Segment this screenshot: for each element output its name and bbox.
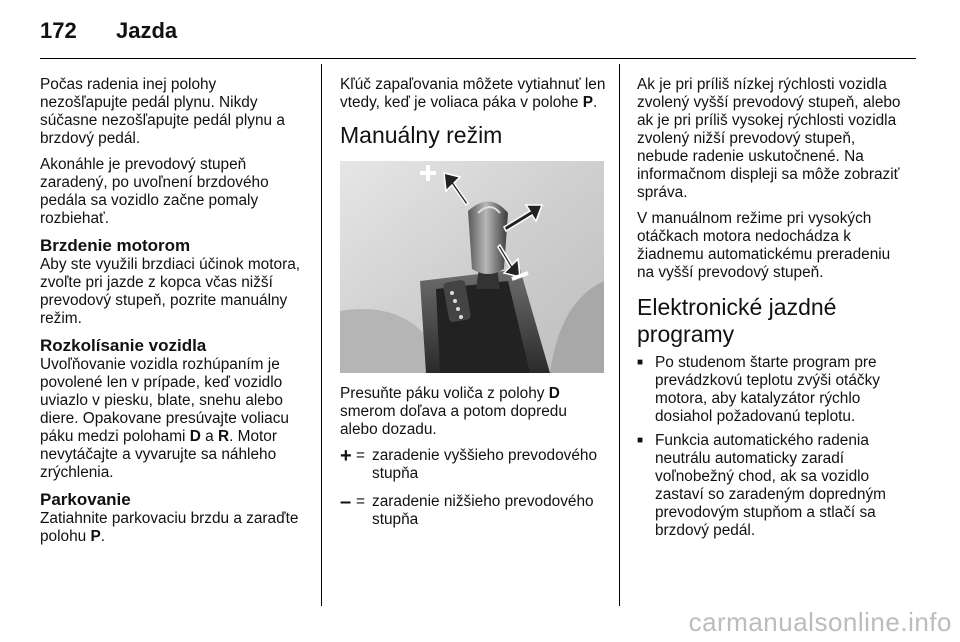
legend-downshift: – = zaradenie nižšieho prevodového stupňa xyxy=(340,491,594,528)
paragraph-speed-shift: Ak je pri príliš nízkej rýchlosti vozidla zvolený vyšší prevodový stupeň, alebo ak je pri príliš vysokej rýchlosti vozidla zvolený nižší prevodový stupeň, nebude radenie uskutočnené. Na informačnom displeji sa môže zobraziť správa. xyxy=(637,76,901,201)
paragraph-rocking: Uvoľňovanie vozidla rozhúpaním je povolené len v prípade, keď vozidlo uviazlo v piesku, blate, snehu alebo diere. Opakovane presúvajte voliacu páku medzi polohami D a R. Motor nevytáčajte a vyvarujte sa náhleho zrýchlenia. xyxy=(40,356,289,481)
header-rule xyxy=(40,58,916,59)
bullet-icon: ■ xyxy=(637,435,644,446)
column-divider-2 xyxy=(619,64,620,606)
bullet-list xyxy=(637,354,909,540)
paragraph-engine-braking: Aby ste využili brzdiaci účinok motora, zvoľte pri jazde z kopca včas nižší prevodový stupeň, pozrite manuálny režim. xyxy=(40,256,301,327)
minus-icon: – xyxy=(340,491,352,513)
plus-icon: + xyxy=(340,445,352,467)
column-divider-1 xyxy=(321,64,322,606)
paragraph-ignition-key: Kľúč zapaľovania môžete vytiahnuť len vtedy, keď je voliaca páka v polohe P. xyxy=(340,76,606,111)
legend-upshift: + = zaradenie vyššieho prevodového stupňa xyxy=(340,445,598,482)
paragraph-gear-engaged: Akonáhle je prevodový stupeň zaradený, po uvoľnení brzdového pedála sa vozidlo začne pomaly rozbiehať. xyxy=(40,156,269,227)
watermark: carmanualsonline.info xyxy=(688,607,952,637)
heading-manual-mode: Manuálny režim xyxy=(340,122,503,148)
column-3 xyxy=(637,76,909,546)
list-item: ■ Po studenom štarte program pre prevádzkovú teplotu zvýši otáčky motora, aby katalyzátor rýchlo dosiahol požadovanú teplotu. xyxy=(637,354,880,425)
heading-engine-braking: Brzdenie motorom xyxy=(40,236,191,255)
column-2 xyxy=(340,76,608,539)
paragraph-move-selector: Presuňte páku voliča z polohy D smerom doľava a potom dopredu alebo dozadu. xyxy=(340,385,567,438)
paragraph-shifting: Počas radenia inej polohy nezošľapujte pedál plynu. Nikdy súčasne nezošľapujte pedál plynu a brzdový pedál. xyxy=(40,76,285,147)
page-number: 172 xyxy=(40,18,77,43)
heading-rocking: Rozkolísanie vozidla xyxy=(40,336,207,355)
bullet-icon: ■ xyxy=(637,357,644,368)
page-header xyxy=(40,18,177,48)
column-1 xyxy=(40,76,308,554)
page-title: Jazda xyxy=(116,18,178,43)
paragraph-parking: Zatiahnite parkovaciu brzdu a zaraďte polohu P. xyxy=(40,510,299,545)
list-item: ■ Funkcia automatického radenia neutrálu automaticky zaradí voľnobežný chod, ak sa vozidlo zastaví so zaradeným dopredným prevodovým stupňom a stlačí sa brzdový pedál. xyxy=(637,432,886,539)
heading-parking: Parkovanie xyxy=(40,490,131,509)
gear-selector-illustration xyxy=(340,161,604,373)
heading-electronic-programs: Elektronické jazdné programy xyxy=(637,294,837,347)
paragraph-high-rpm: V manuálnom režime pri vysokých otáčkach motora nedochádza k žiadnemu automatickému preradeniu na vyšší prevodový stupeň. xyxy=(637,210,891,281)
